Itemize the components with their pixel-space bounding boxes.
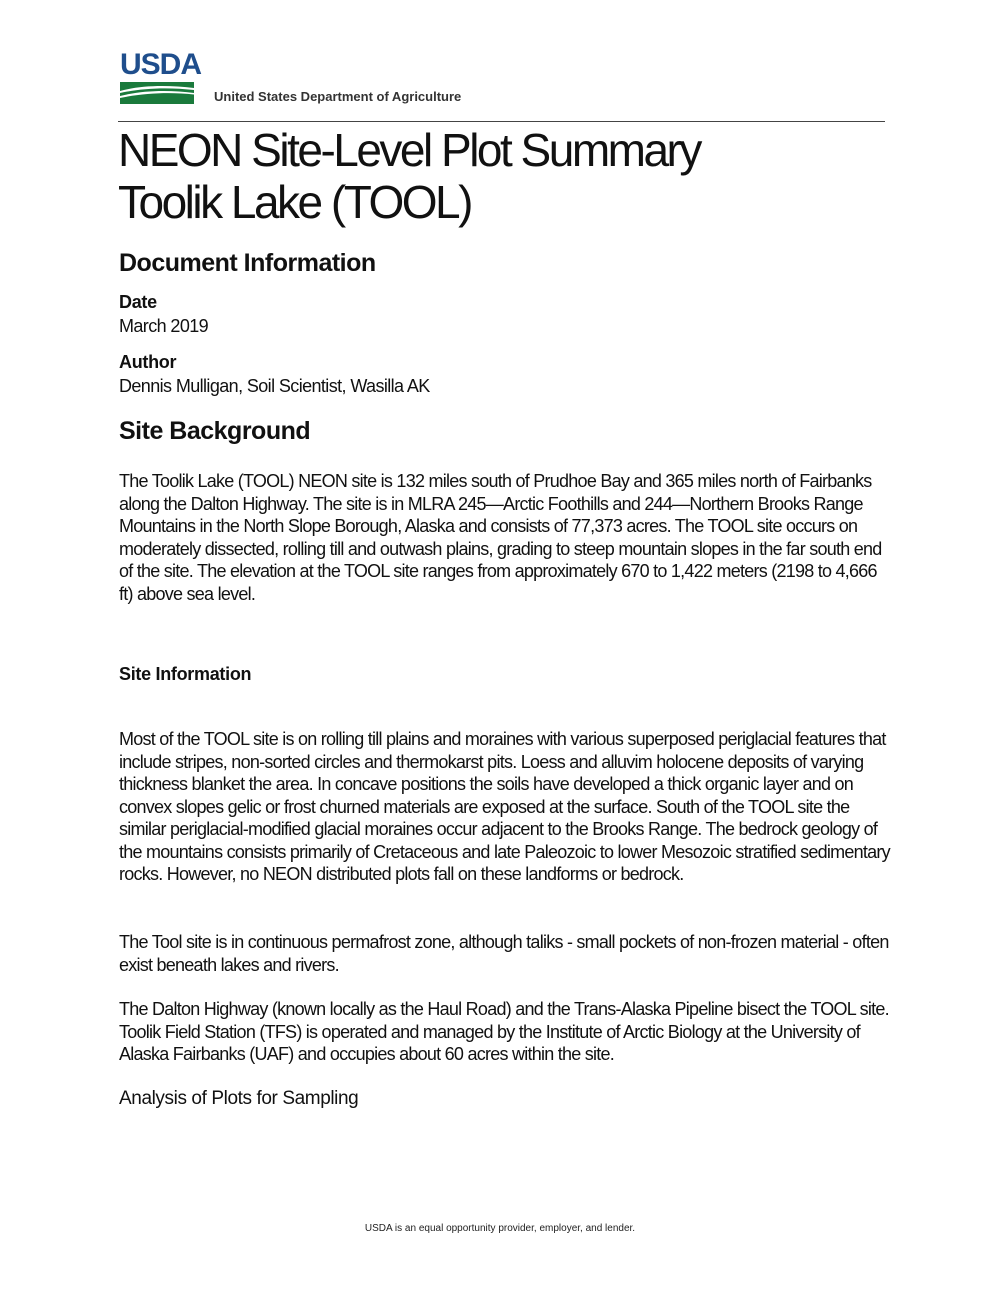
title-line-1: NEON Site-Level Plot Summary [118, 124, 700, 176]
usda-logo [120, 48, 202, 109]
usda-logo-text: USDA [120, 48, 202, 81]
site-information-paragraph-3: The Dalton Highway (known locally as the Haul Road) and the Trans-Alaska Pipeline bisect the TOOL site. Toolik Field Station (TFS) is operated and managed by the Institute of Arctic Biology at the University of Alaska Fairbanks (UAF) and occupies about 60 acres within the site. [119, 999, 889, 1064]
title-line-2: Toolik Lake (TOOL) [118, 176, 471, 228]
site-background-heading: Site Background [119, 417, 311, 445]
date-value: March 2019 [119, 316, 209, 336]
date-label: Date [119, 292, 157, 312]
document-title [118, 124, 700, 228]
author-value: Dennis Mulligan, Soil Scientist, Wasilla AK [119, 376, 430, 396]
site-information-paragraph-2: The Tool site is in continuous permafrost zone, although taliks - small pockets of non-frozen material - often exist beneath lakes and rivers. [119, 932, 889, 975]
header-rule [118, 121, 885, 122]
document-information-heading: Document Information [119, 249, 376, 277]
site-background-paragraph: The Toolik Lake (TOOL) NEON site is 132 miles south of Prudhoe Bay and 365 miles north of Fairbanks along the Dalton Highway. The site is in MLRA 245—Arctic Foothills and 244—Northern Brooks Range Mountains in the North Slope Borough, Alaska and consists of 77,373 acres. The TOOL site occurs on moderately dissected, rolling till and outwash plains, grading to steep mountain slopes in the far south end of the site. The elevation at the TOOL site ranges from approximately 670 to 1,422 meters (2198 to 4,666 ft) above sea level. [119, 471, 882, 604]
usda-logo-band [120, 82, 194, 104]
site-information-paragraph-1: Most of the TOOL site is on rolling till plains and moraines with various superposed periglacial features that include stripes, non-sorted circles and thermokarst pits. Loess and alluvim holocene deposits of varying thickness blanket the area. In concave positions the soils have developed a thick organic layer and on convex slopes gelic or frost churned materials are exposed at the surface. South of the TOOL site the similar periglacial-modified glacial moraines occur adjacent to the Brooks Range. The bedrock geology of the mountains consists primarily of Cretaceous and late Paleozoic to lower Mesozoic stratified sedimentary rocks. However, no NEON distributed plots fall on these landforms or bedrock. [119, 729, 890, 884]
analysis-heading: Analysis of Plots for Sampling [119, 1088, 359, 1109]
author-label: Author [119, 352, 177, 372]
footer-text: USDA is an equal opportunity provider, employer, and lender. [364, 1223, 636, 1234]
site-information-heading: Site Information [119, 664, 252, 684]
department-name: United States Department of Agriculture [214, 89, 462, 104]
